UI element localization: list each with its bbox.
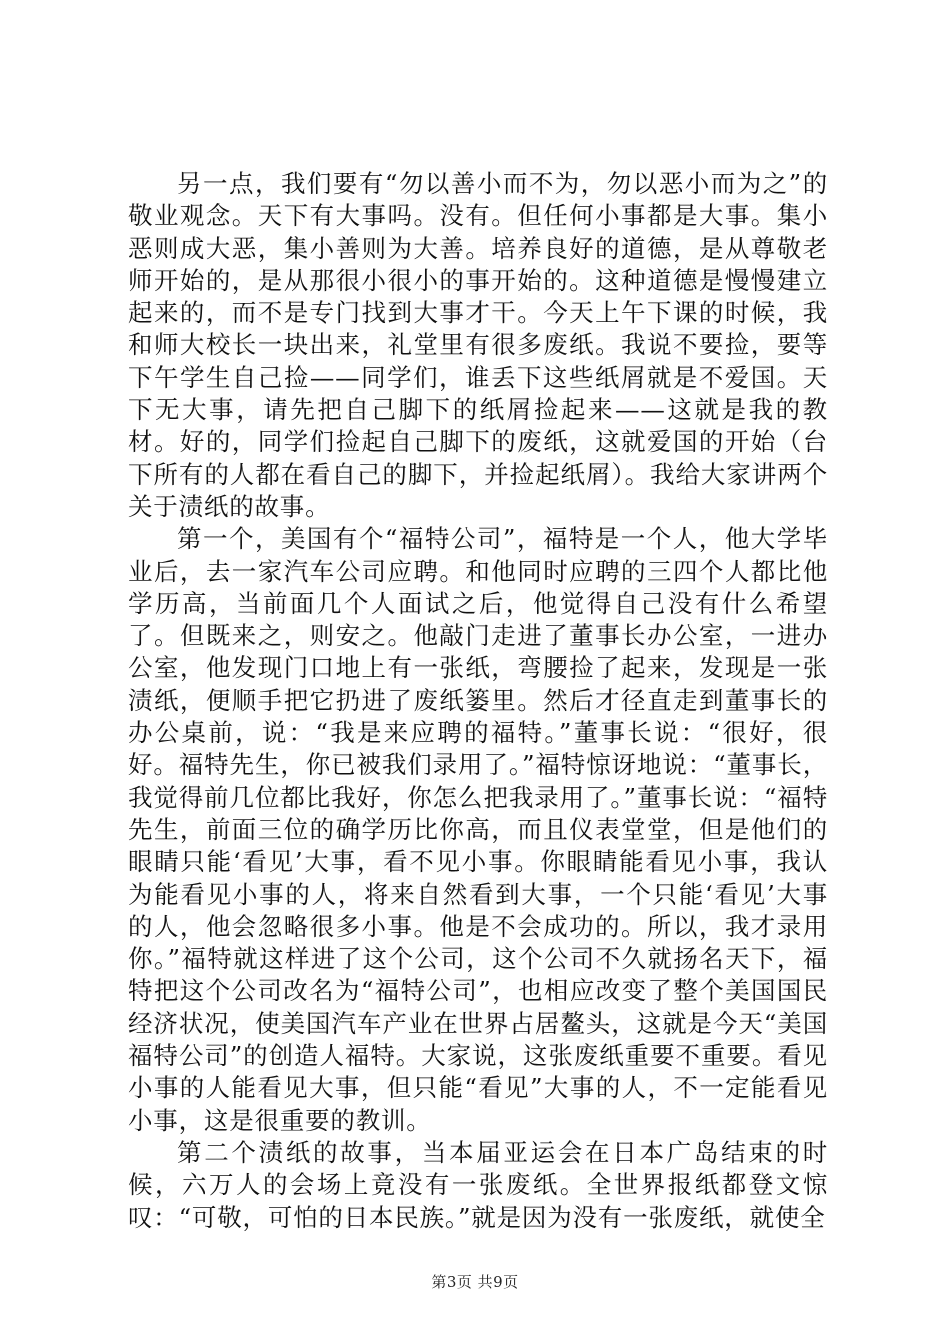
paragraph-2: 第一个，美国有个“福特公司”，福特是一个人，他大学毕业后，去一家汽车公司应聘。和他同时应聘的三四个人都比他学历高，当前面几个人面试之后，他觉得自己没有什么希望了。但既来之，则安之。他敲门走进了董事长办公室，一进办公室，他发现门口地上有一张纸，弯腰捡了起来，发现是一张渍纸，便顺手把它扔进了废纸篓里。然后才径直走到董事长的办公桌前，说：“我是来应聘的福特。”董事长说：“很好，很好。福特先生，你已被我们录用了。”福特惊讶地说：“董事长，我觉得前几位都比我好，你怎么把我录用了。”董事长说：“福特先生，前面三位的确学历比你高，而且仪表堂堂，但是他们的眼睛只能‘看见’大事，看不见小事。你眼睛能看见小事，我认为能看见小事的人，将来自然看到大事，一个只能‘看见’大事的人，他会忽略很多小事。他是不会成功的。所以，我才录用你。”福特就这样进了这个公司，这个公司不久就扬名天下，福特把这个公司改名为“福特公司”，也相应改变了整个美国国民经济状况，使美国汽车产业在世界占居鳌头，这就是今天“美国福特公司”的创造人福特。大家说，这张废纸重要不重要。看见小事的人能看见大事，但只能“看见”大事的人，不一定能看见小事，这是很重要的教训。 <box>128 524 828 1135</box>
body-text <box>128 168 828 1234</box>
paragraph-1: 另一点，我们要有“勿以善小而不为，勿以恶小而为之”的敬业观念。天下有大事吗。没有。但任何小事都是大事。集小恶则成大恶，集小善则为大善。培养良好的道德，是从尊敬老师开始的，是从那很小很小的事开始的。这种道德是慢慢建立起来的，而不是专门找到大事才干。今天上午下课的时候，我和师大校长一块出来，礼堂里有很多废纸。我说不要捡，要等下午学生自己捡——同学们，谁丢下这些纸屑就是不爱国。天下无大事，请先把自己脚下的纸屑捡起来——这就是我的教材。好的，同学们捡起自己脚下的废纸，这就爱国的开始（台下所有的人都在看自己的脚下，并捡起纸屑）。我给大家讲两个关于渍纸的故事。 <box>128 169 828 521</box>
paragraph-3: 第二个渍纸的故事，当本届亚运会在日本广岛结束的时候，六万人的会场上竟没有一张废纸。全世界报纸都登文惊叹：“可敬，可怕的日本民族。”就是因为没有一张废纸，就使全 <box>128 1137 828 1232</box>
page-footer: 第3页 共9页 <box>431 1273 519 1291</box>
